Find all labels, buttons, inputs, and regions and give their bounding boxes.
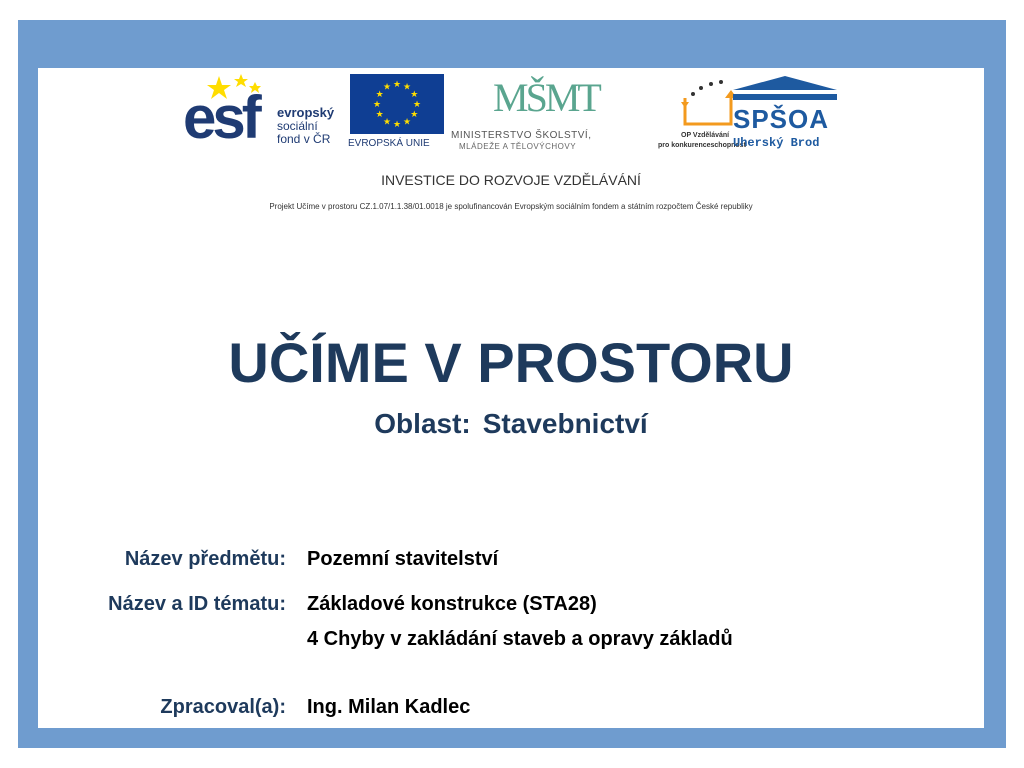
op-caption-2: pro konkurenceschopnost: [658, 142, 746, 149]
project-note: Projekt Učíme v prostoru CZ.1.07/1.1.38/01.0018 je spolufinancován Evropským sociálním fondem a státním rozpočtem České republiky: [269, 202, 753, 211]
author-value: Ing. Milan Kadlec: [307, 696, 471, 718]
subtitle-label: Oblast:: [374, 408, 471, 439]
page-title: UČÍME V PROSTORU: [228, 331, 794, 394]
topic-sub-value: 4 Chyby v zakládání staveb a opravy základů: [307, 628, 733, 650]
eu-caption: EVROPSKÁ UNIE: [348, 138, 430, 149]
msmt-logo: [451, 74, 641, 154]
info-row-topic: [38, 593, 984, 623]
eu-flag-icon: [350, 74, 444, 134]
slide: [38, 68, 984, 728]
op-caption-1: OP Vzdělávání: [681, 132, 730, 139]
info-row-topic-sub: [38, 628, 984, 658]
esf-line2: sociální: [277, 119, 318, 133]
esf-line3: fond v ČR: [277, 132, 331, 146]
spsoa-city: Uherský Brod: [733, 136, 820, 150]
info-row-author: [38, 696, 984, 726]
topic-value: Základové konstrukce (STA28): [307, 593, 597, 615]
eu-star-icon: ★: [382, 81, 392, 92]
subject-label: Název předmětu:: [124, 548, 286, 570]
msmt-caption-2: MLÁDEŽE A TĚLOVÝCHOVY: [459, 142, 577, 151]
subtitle: [38, 408, 984, 440]
eu-star-icon: ★: [410, 109, 419, 119]
investice-heading: INVESTICE DO ROZVOJE VZDĚLÁVÁNÍ: [381, 172, 641, 188]
spsoa-logo: [733, 74, 843, 154]
spsoa-name: SPŠOA: [733, 104, 830, 134]
eu-star-icon: ★: [402, 81, 412, 92]
eu-star-icon: ★: [382, 116, 392, 127]
logo-strip: [183, 74, 843, 164]
esf-text: [277, 106, 334, 146]
eu-star-icon: ★: [392, 119, 402, 129]
esf-letters: esf: [183, 84, 258, 151]
subject-value: Pozemní stavitelství: [307, 548, 499, 570]
eu-logo: [350, 74, 445, 154]
eu-star-icon: ★: [410, 89, 419, 99]
author-label: Zpracoval(a):: [160, 696, 286, 718]
info-row-subject: [38, 548, 984, 578]
eu-star-icon: ★: [372, 99, 382, 109]
op-arrows-icon: [681, 78, 735, 128]
eu-star-icon: ★: [392, 79, 402, 89]
msmt-caption-1: MINISTERSTVO ŠKOLSTVÍ,: [451, 130, 592, 141]
msmt-mark: MŠMT: [493, 75, 599, 120]
eu-star-icon: ★: [375, 89, 384, 99]
eu-star-icon: ★: [402, 116, 412, 127]
eu-star-icon: ★: [375, 109, 384, 119]
eu-star-icon: ★: [412, 99, 422, 109]
spsoa-roof-icon: [733, 76, 837, 104]
esf-logo: [183, 74, 343, 154]
esf-line1: evropský: [277, 105, 335, 120]
topic-label: Název a ID tématu:: [108, 593, 286, 615]
subtitle-value: Stavebnictví: [482, 408, 648, 439]
